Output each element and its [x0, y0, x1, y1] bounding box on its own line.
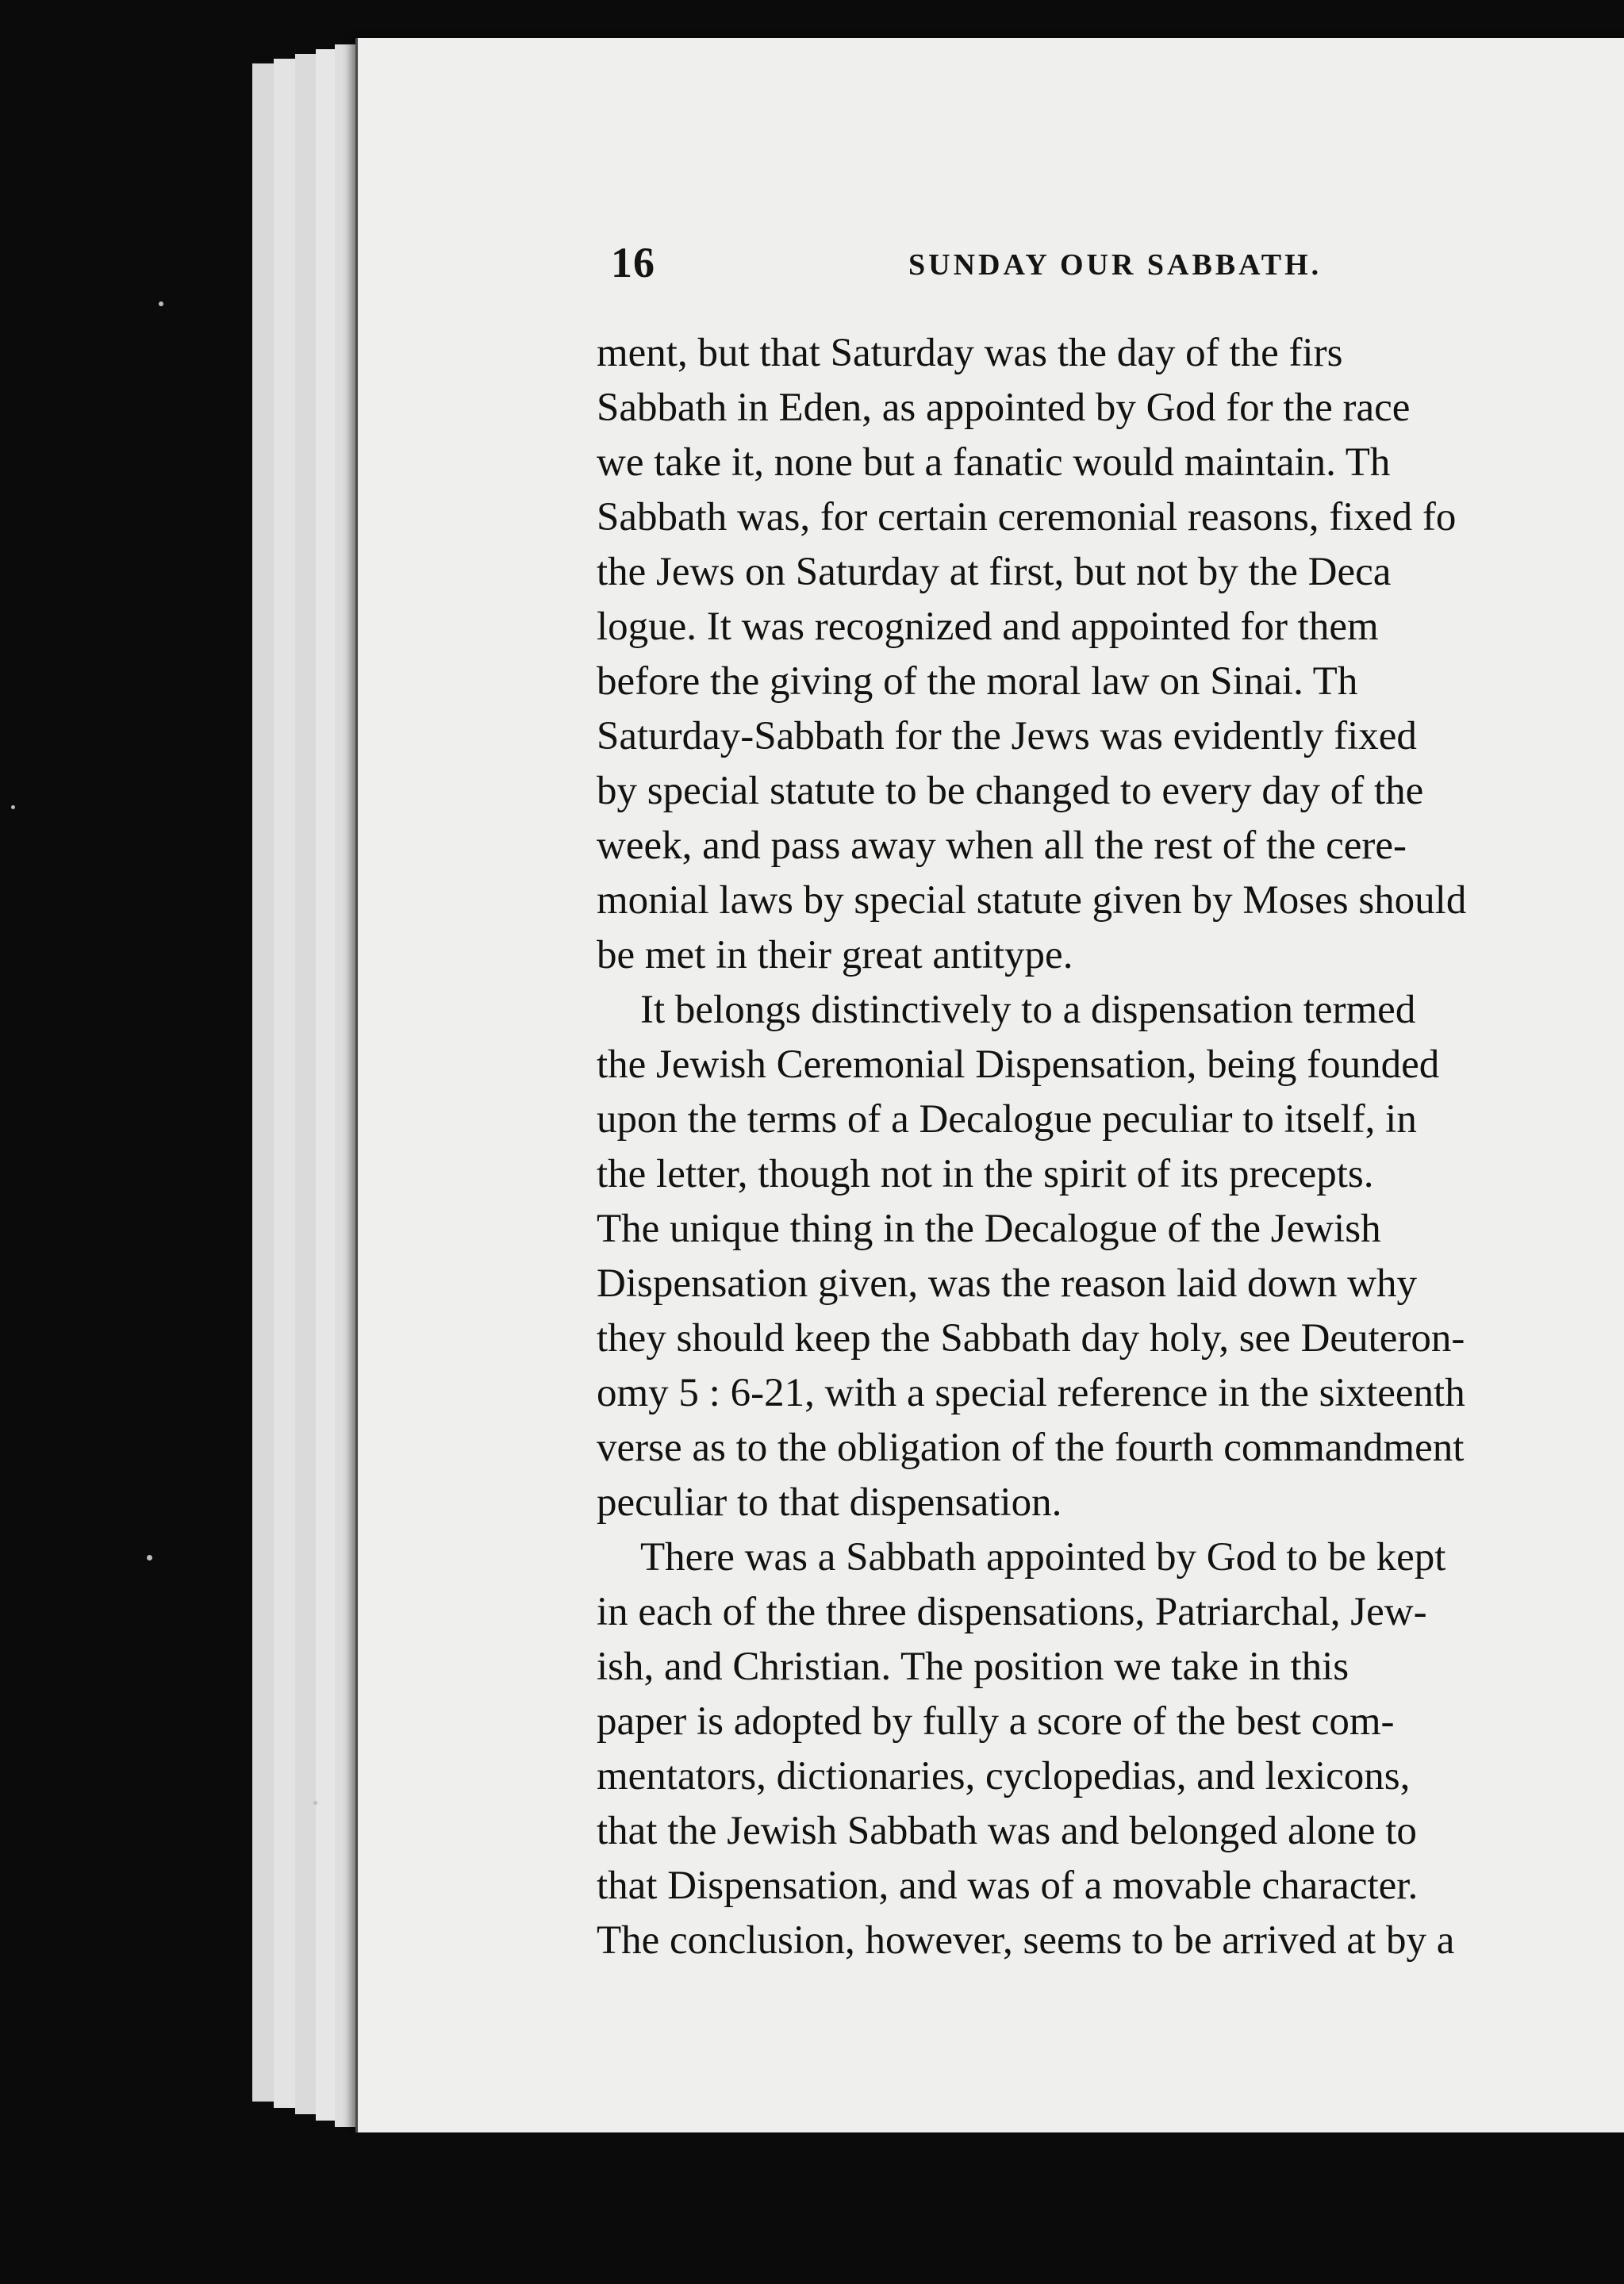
text-line: upon the terms of a Decalogue peculiar to itself, in — [597, 1097, 1417, 1142]
text-line: Sabbath in Eden, as appointed by God for the race — [597, 386, 1411, 430]
page-bottom-shadow — [238, 2132, 1624, 2284]
text-line: by special statute to be changed to every day of the — [597, 769, 1424, 813]
dust-speck — [11, 805, 15, 809]
text-line: Sabbath was, for certain ceremonial reasons, fixed fo — [597, 495, 1457, 539]
text-line: Saturday-Sabbath for the Jews was evidently fixed — [597, 714, 1417, 758]
page-number: 16 — [611, 239, 655, 286]
text-line: mentators, dictionaries, cyclopedias, and lexicons, — [597, 1754, 1411, 1798]
text-line: logue. It was recognized and appointed for them — [597, 605, 1379, 649]
dust-speck — [159, 301, 163, 306]
text-line: the Jews on Saturday at first, but not by the Deca — [597, 550, 1392, 594]
running-head: SUNDAY OUR SABBATH. — [908, 248, 1323, 282]
text-line: week, and pass away when all the rest of the cere- — [597, 823, 1407, 868]
text-line: we take it, none but a fanatic would maintain. Th — [597, 440, 1391, 485]
text-line: they should keep the Sabbath day holy, see Deuteron- — [597, 1316, 1465, 1361]
text-line: ish, and Christian. The position we take in this — [597, 1645, 1349, 1689]
text-line: that Dispensation, and was of a movable character. — [597, 1864, 1419, 1908]
text-line: that the Jewish Sabbath was and belonged alone to — [597, 1809, 1417, 1853]
text-line: be met in their great antitype. — [597, 933, 1073, 977]
text-line: the Jewish Ceremonial Dispensation, being founded — [597, 1042, 1440, 1087]
text-line: Dispensation given, was the reason laid down why — [597, 1261, 1417, 1306]
dust-speck — [313, 1801, 317, 1805]
text-line: the letter, though not in the spirit of its precepts. — [597, 1152, 1374, 1196]
text-line: It belongs distinctively to a dispensation termed — [640, 988, 1416, 1032]
text-line: ment, but that Saturday was the day of the firs — [597, 331, 1343, 375]
page-header — [611, 238, 1624, 301]
text-line: in each of the three dispensations, Patriarchal, Jew- — [597, 1590, 1427, 1634]
dust-speck — [147, 1555, 152, 1560]
body-text — [597, 317, 1624, 2063]
text-line: paper is adopted by fully a score of the best com- — [597, 1699, 1395, 1744]
text-line: omy 5 : 6-21, with a special reference in the sixteenth — [597, 1371, 1465, 1415]
text-line: peculiar to that dispensation. — [597, 1480, 1062, 1525]
text-line: before the giving of the moral law on Sinai. Th — [597, 659, 1358, 704]
text-line: The conclusion, however, seems to be arrived at by a — [597, 1918, 1455, 1963]
text-line: There was a Sabbath appointed by God to be kept — [640, 1535, 1446, 1580]
text-line: verse as to the obligation of the fourth commandment — [597, 1426, 1465, 1470]
text-line: monial laws by special statute given by Moses should — [597, 878, 1467, 923]
text-line: The unique thing in the Decalogue of the Jewish — [597, 1207, 1381, 1251]
